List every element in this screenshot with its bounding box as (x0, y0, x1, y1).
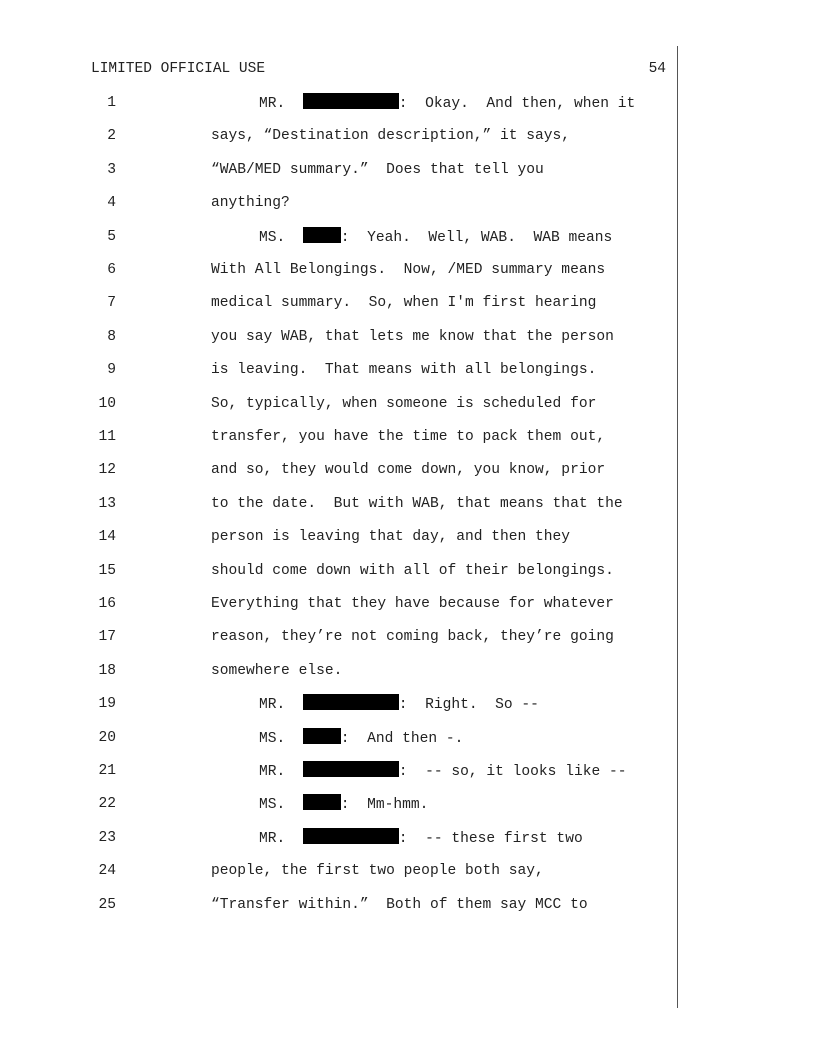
line-content: reason, they’re not coming back, they’re going (211, 629, 614, 646)
line-content: person is leaving that day, and then they (211, 529, 571, 546)
line-number: 10 (98, 395, 116, 412)
line-content: somewhere else. (211, 662, 343, 679)
line-content: : Mm-hmm. (340, 797, 429, 814)
line-number: 6 (107, 262, 116, 278)
line-number: 16 (98, 596, 116, 612)
line-content: : And then -. (340, 730, 464, 747)
redaction-block (303, 761, 399, 777)
redaction-block (303, 227, 341, 243)
line-text (211, 627, 614, 647)
line-text (211, 360, 596, 380)
line-text (259, 761, 627, 782)
line-number: 9 (107, 362, 116, 379)
line-content: you say WAB, that lets me know that the person (211, 328, 614, 345)
line-content: transfer, you have the time to pack them out, (211, 429, 606, 445)
line-content: : Okay. And then, when it (398, 96, 636, 112)
line-content: With All Belongings. Now, /MED summary means (211, 262, 606, 278)
right-margin-rule (677, 46, 678, 1008)
line-number: 25 (98, 896, 116, 913)
line-text (259, 227, 612, 248)
speaker-label: MS. (259, 730, 295, 747)
line-text (211, 427, 605, 447)
line-number: 2 (107, 128, 116, 145)
line-text (259, 728, 463, 749)
line-number: 8 (107, 328, 116, 345)
speaker-label: MR. (259, 764, 295, 780)
line-text (259, 794, 428, 815)
line-text (211, 160, 544, 180)
line-number: 18 (98, 662, 116, 679)
line-content: should come down with all of their belongings. (211, 562, 614, 579)
redaction-block (303, 728, 341, 744)
line-text (259, 828, 583, 849)
line-text (211, 527, 570, 547)
line-content: : Right. So -- (398, 697, 539, 714)
line-number: 7 (107, 295, 116, 312)
line-content: “WAB/MED summary.” Does that tell you (211, 161, 544, 178)
speaker-label: MR. (259, 830, 295, 847)
line-content: says, “Destination description,” it says, (211, 128, 571, 145)
line-content: people, the first two people both say, (211, 863, 544, 880)
line-text (211, 327, 614, 347)
line-text (211, 494, 623, 514)
line-number: 14 (98, 529, 116, 546)
line-number: 15 (98, 562, 116, 579)
line-text (211, 460, 605, 480)
classification-header: LIMITED OFFICIAL USE (91, 61, 266, 77)
line-content: : -- these first two (398, 830, 583, 847)
line-text (211, 594, 614, 614)
line-number: 22 (98, 796, 116, 813)
line-text (211, 260, 605, 280)
line-content: So, typically, when someone is scheduled for (211, 395, 597, 412)
line-content: : Yeah. Well, WAB. WAB means (340, 229, 613, 246)
line-text (259, 694, 539, 715)
line-number: 1 (107, 95, 116, 111)
line-text (211, 895, 588, 915)
line-number: 3 (107, 161, 116, 178)
line-content: : -- so, it looks like -- (398, 764, 627, 780)
line-text (259, 93, 635, 114)
line-text (211, 561, 614, 581)
line-content: Everything that they have because for whatever (211, 596, 614, 612)
line-number: 13 (98, 495, 116, 512)
line-number: 24 (98, 863, 116, 880)
redaction-block (303, 794, 341, 810)
speaker-label: MS. (259, 797, 295, 814)
speaker-label: MR. (259, 697, 295, 714)
line-number: 17 (98, 629, 116, 646)
line-content: to the date. But with WAB, that means that the (211, 495, 623, 512)
redaction-block (303, 694, 399, 710)
line-content: is leaving. That means with all belongings. (211, 362, 597, 379)
line-number: 21 (98, 763, 116, 779)
line-text (211, 193, 290, 213)
line-text (211, 126, 570, 146)
page-number: 54 (648, 61, 666, 77)
line-number: 20 (98, 729, 116, 746)
redaction-block (303, 93, 399, 109)
line-content: “Transfer within.” Both of them say MCC to (211, 896, 588, 913)
line-number: 19 (98, 696, 116, 713)
speaker-label: MR. (259, 96, 295, 112)
line-content: medical summary. So, when I'm first hearing (211, 295, 597, 312)
line-text (211, 861, 544, 881)
line-number: 11 (98, 429, 116, 445)
line-content: anything? (211, 195, 290, 212)
line-number: 5 (107, 228, 116, 245)
line-content: and so, they would come down, you know, prior (211, 462, 606, 479)
line-number: 23 (98, 829, 116, 846)
line-number: 4 (107, 195, 116, 212)
line-text (211, 394, 596, 414)
speaker-label: MS. (259, 229, 295, 246)
line-number: 12 (98, 462, 116, 479)
line-text (211, 293, 596, 313)
redaction-block (303, 828, 399, 844)
line-text (211, 661, 342, 681)
